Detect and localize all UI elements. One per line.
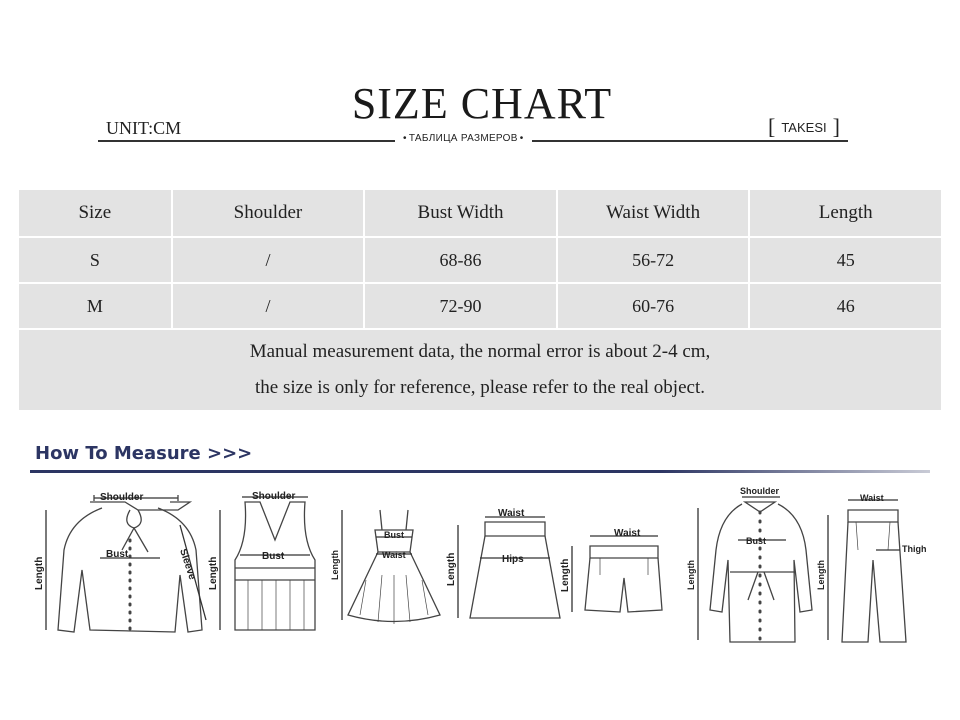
diagram-label: Sleeve <box>177 547 198 582</box>
diagram-label: Shoulder <box>252 491 296 502</box>
table-note-row <box>18 329 942 411</box>
garment-diagrams <box>30 480 930 650</box>
bracket-right-icon: ] <box>832 114 840 139</box>
table-row <box>18 237 942 283</box>
skirt-icon <box>458 517 560 618</box>
brand-name: TAKESI <box>781 120 827 135</box>
diagram-label: Length <box>816 560 826 590</box>
table-cell: 72-90 <box>364 283 557 329</box>
diagram-label: Waist <box>382 550 406 560</box>
table-cell: / <box>172 283 365 329</box>
shorts-icon <box>572 536 662 612</box>
column-header: Size <box>18 189 172 237</box>
coat-dress-icon <box>698 497 812 642</box>
diagram-label: Bust <box>106 549 129 560</box>
diagram-label: Length <box>34 556 45 590</box>
diagram-label: Bust <box>384 530 404 540</box>
table-cell: / <box>172 237 365 283</box>
diagram-label: Length <box>446 552 457 586</box>
table-cell: M <box>18 283 172 329</box>
table-cell: 60-76 <box>557 283 750 329</box>
diagram-label: Hips <box>502 554 524 565</box>
page-subtitle: • ТАБЛИЦА РАЗМЕРОВ • <box>395 133 532 144</box>
diagram-label: Waist <box>614 528 641 539</box>
table-cell: 46 <box>749 283 942 329</box>
diagram-label: Length <box>560 558 571 592</box>
table-row <box>18 283 942 329</box>
table-cell: 56-72 <box>557 237 750 283</box>
diagram-label: Shoulder <box>100 492 144 503</box>
note-line: the size is only for reference, please refer to the real object. <box>255 377 705 398</box>
diagram-label: Waist <box>860 493 884 503</box>
how-to-measure-divider <box>30 470 930 473</box>
strap-dress-icon <box>342 510 440 624</box>
table-cell: S <box>18 237 172 283</box>
trousers-icon <box>828 500 906 642</box>
diagram-label: Bust <box>746 536 766 546</box>
table-cell: 68-86 <box>364 237 557 283</box>
unit-label: UNIT:CM <box>106 118 182 138</box>
diagram-label: Bust <box>262 551 285 562</box>
size-table <box>17 188 943 412</box>
note-line: Manual measurement data, the normal error is about 2-4 cm, <box>249 341 711 362</box>
column-header: Waist Width <box>557 189 750 237</box>
how-to-measure-title: How To Measure >>> <box>35 443 253 464</box>
diagram-label: Length <box>208 556 219 590</box>
diagram-label: Thigh <box>902 544 927 554</box>
column-header: Shoulder <box>172 189 365 237</box>
column-header: Length <box>749 189 942 237</box>
bracket-left-icon: [ <box>768 114 776 139</box>
diagram-label: Waist <box>498 508 525 519</box>
table-header-row <box>18 189 942 237</box>
table-cell: 45 <box>749 237 942 283</box>
page-title: SIZE CHART <box>351 79 613 128</box>
column-header: Bust Width <box>364 189 557 237</box>
brand-tag <box>768 114 840 140</box>
diagram-label: Shoulder <box>740 486 780 496</box>
diagram-label: Length <box>330 550 340 580</box>
tank-top-icon <box>220 497 315 630</box>
table-note <box>18 329 942 411</box>
diagram-label: Length <box>686 560 696 590</box>
